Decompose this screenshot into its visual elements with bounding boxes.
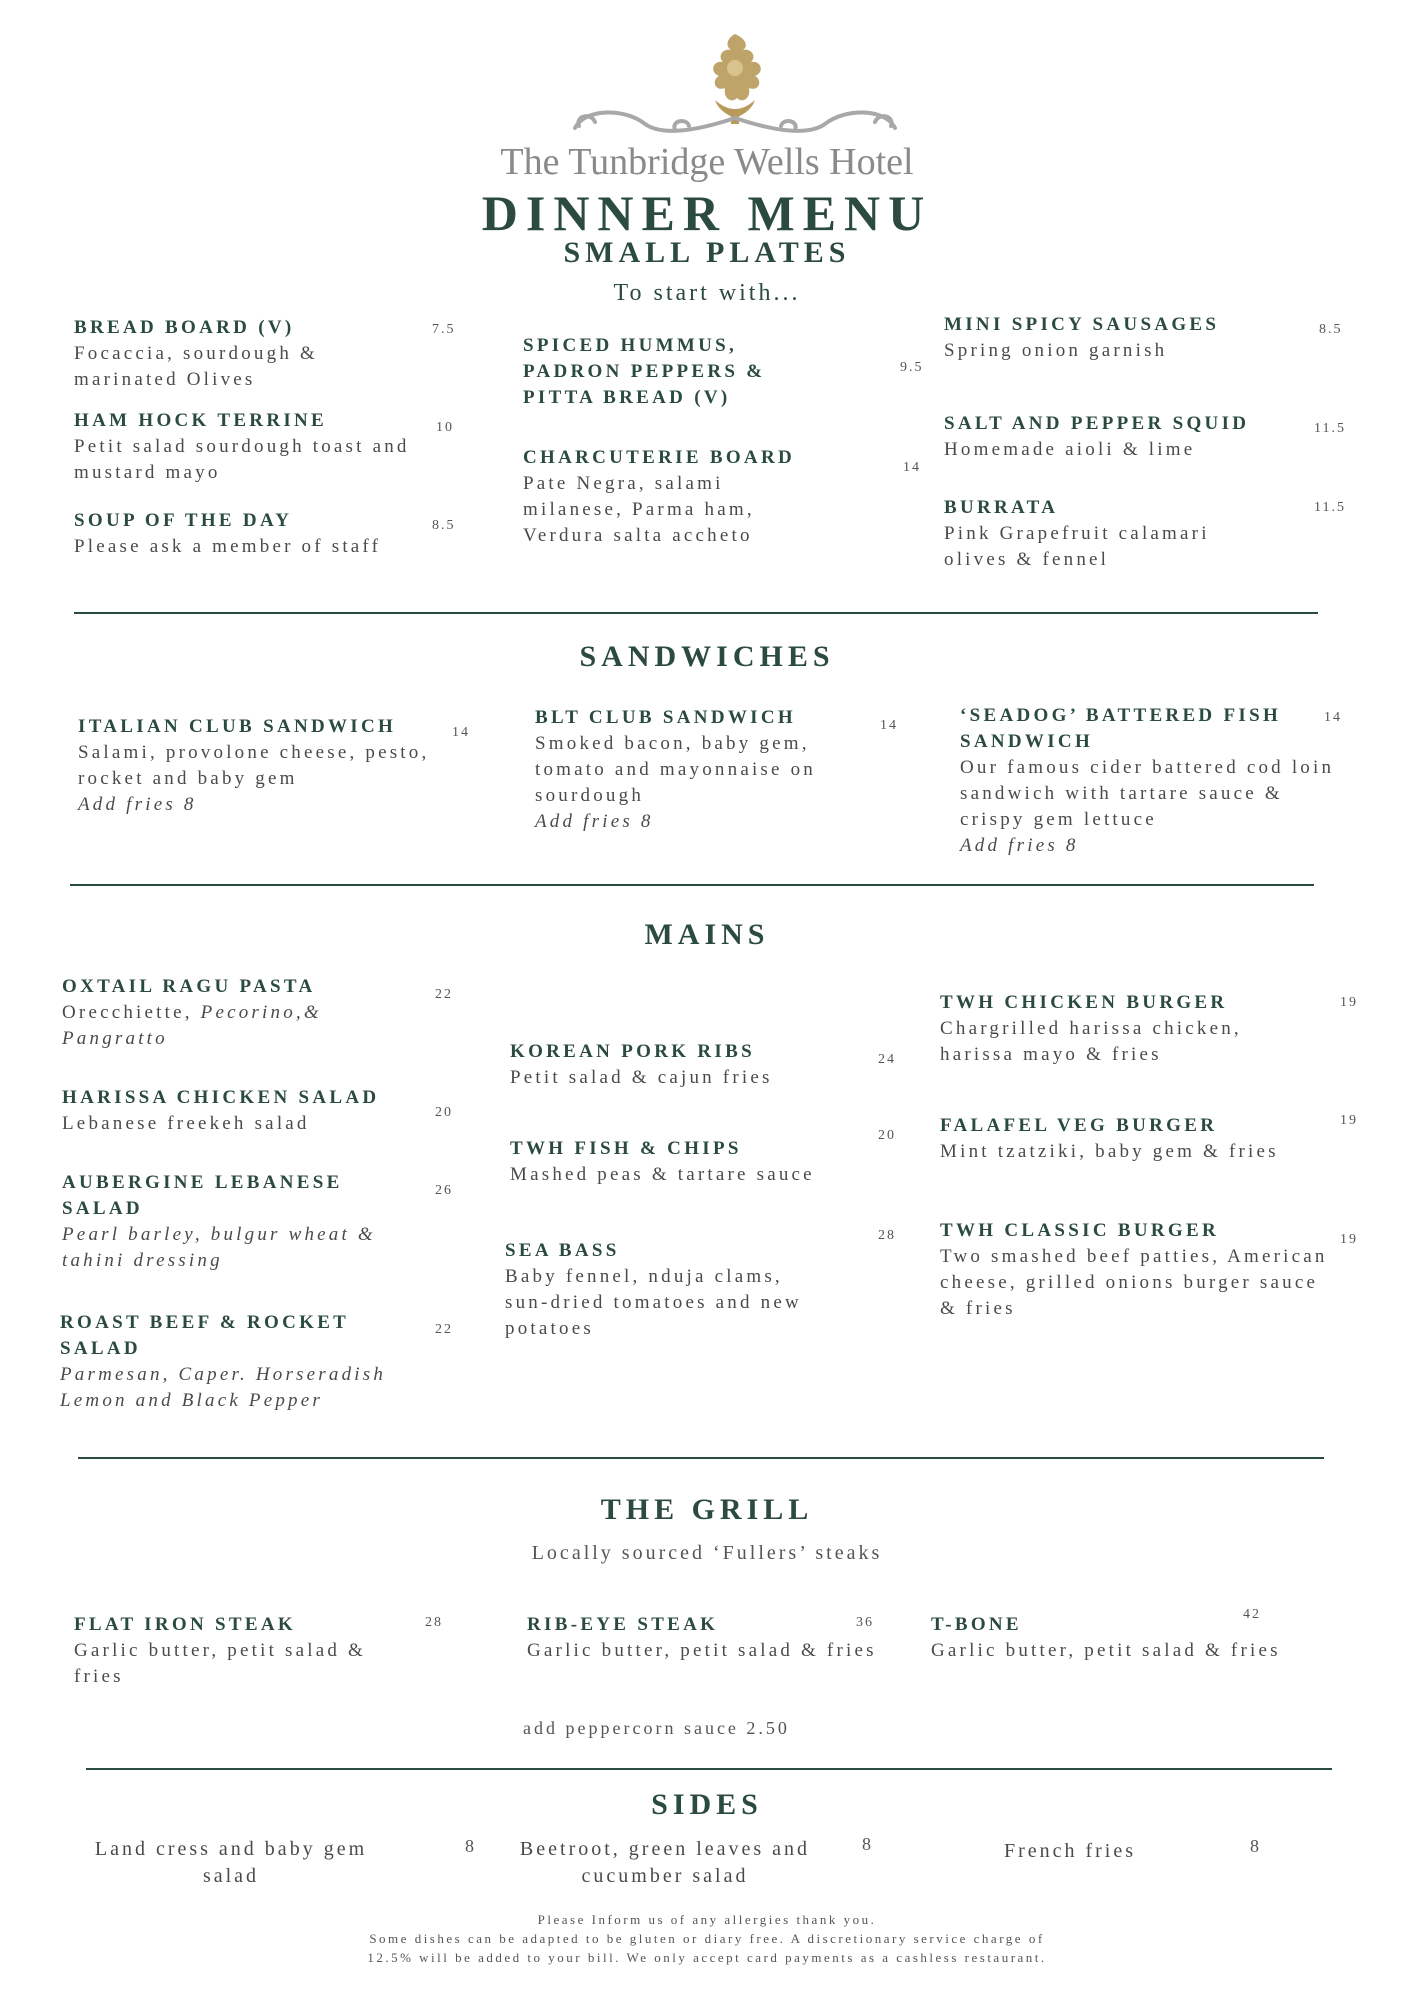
item-price: 14 — [452, 725, 470, 740]
item-name: SEA BASS — [505, 1240, 620, 1261]
grill-note: add peppercorn sauce 2.50 — [523, 1718, 790, 1738]
item-name: FLAT IRON STEAK — [74, 1614, 296, 1635]
section-divider — [70, 884, 1314, 886]
item-price: 11.5 — [1314, 421, 1346, 436]
item-name: ‘SEADOG’ BATTERED FISH SANDWICH — [960, 705, 1282, 752]
item-price: 14 — [903, 460, 921, 475]
item-price: 8.5 — [432, 518, 456, 533]
item-desc: Pearl barley, bulgur wheat & tahini dressing — [62, 1224, 376, 1271]
item-desc: Orecchiette, Pecorino,& Pangratto — [62, 1002, 322, 1049]
item-price: 42 — [1243, 1607, 1261, 1622]
item-price: 22 — [435, 987, 453, 1002]
item-name: TWH FISH & CHIPS — [510, 1138, 742, 1159]
item-desc: Smoked bacon, baby gem, tomato and mayonnaise on sourdough — [535, 733, 817, 806]
item-desc: Salami, provolone cheese, pesto, rocket and baby gem — [78, 742, 430, 789]
item-price: 10 — [436, 420, 454, 435]
item-desc: Mint tzatziki, baby gem & fries — [940, 1141, 1279, 1162]
item-price: 20 — [878, 1128, 896, 1143]
page-title: DINNER MENU — [481, 185, 933, 241]
item-name: MINI SPICY SAUSAGES — [944, 314, 1220, 335]
item-name: HAM HOCK TERRINE — [74, 410, 328, 431]
item-name: CHARCUTERIE BOARD — [523, 447, 795, 468]
item-name: BLT CLUB SANDWICH — [535, 707, 796, 728]
section-divider — [78, 1457, 1324, 1459]
item-price: 9.5 — [900, 360, 924, 375]
item-name: FALAFEL VEG BURGER — [940, 1115, 1218, 1136]
item-name: SALT AND PEPPER SQUID — [944, 413, 1250, 434]
item-price: 36 — [856, 1615, 874, 1630]
side-desc: French fries — [1003, 1840, 1137, 1862]
footer-service-note: 12.5% will be added to your bill. We only accept card payments as a cashless restaurant. — [367, 1950, 1047, 1965]
footer-dietary-note: Some dishes can be adapted to be gluten or diary free. A discretionary service charge of — [369, 1931, 1045, 1946]
section-divider — [86, 1768, 1332, 1770]
section-title-small-plates: SMALL PLATES — [563, 236, 851, 269]
item-price: 19 — [1340, 1232, 1358, 1247]
item-desc-italic: Pecorino,& Pangratto — [62, 1002, 322, 1049]
section-title-sandwiches: SANDWICHES — [579, 640, 835, 673]
side-desc: Beetroot, green leaves and cucumber salad — [519, 1838, 811, 1887]
item-desc: Homemade aioli & lime — [944, 439, 1196, 460]
item-desc: Mashed peas & tartare sauce — [510, 1164, 815, 1185]
item-price: 8 — [465, 1836, 474, 1856]
item-price: 19 — [1340, 1113, 1358, 1128]
item-desc: Petit salad & cajun fries — [510, 1067, 773, 1088]
item-price: 28 — [878, 1228, 896, 1243]
item-price: 26 — [435, 1183, 453, 1198]
item-extra: Add fries 8 — [960, 835, 1079, 856]
item-desc: Garlic butter, petit salad & fries — [527, 1640, 877, 1661]
item-price: 11.5 — [1314, 500, 1346, 515]
item-desc: Chargrilled harissa chicken, harissa mayo & fries — [940, 1018, 1242, 1065]
item-name: HARISSA CHICKEN SALAD — [62, 1087, 380, 1108]
item-extra: Add fries 8 — [535, 811, 654, 832]
item-name: SOUP OF THE DAY — [74, 510, 293, 531]
item-name: BURRATA — [944, 497, 1059, 518]
item-desc: Focaccia, sourdough & marinated Olives — [74, 343, 318, 390]
item-desc: Baby fennel, nduja clams, sun-dried tomatoes and new potatoes — [505, 1266, 802, 1339]
item-desc: Two smashed beef patties, American cheese, grilled onions burger sauce & fries — [940, 1246, 1328, 1319]
item-desc: Pink Grapefruit calamari olives & fennel — [944, 523, 1210, 570]
item-name: KOREAN PORK RIBS — [510, 1041, 755, 1062]
item-extra: Add fries 8 — [78, 794, 197, 815]
item-name: TWH CHICKEN BURGER — [940, 992, 1228, 1013]
item-price: 24 — [878, 1052, 896, 1067]
item-name: AUBERGINE LEBANESE SALAD — [62, 1172, 343, 1219]
section-title-mains: MAINS — [644, 918, 770, 951]
hotel-logo — [555, 28, 915, 146]
item-desc: Pate Negra, salami milanese, Parma ham, Verdura salta accheto — [523, 473, 755, 546]
item-desc: Please ask a member of staff — [74, 536, 382, 557]
item-desc: Lebanese freekeh salad — [62, 1113, 310, 1134]
item-name: ITALIAN CLUB SANDWICH — [78, 716, 397, 737]
item-price: 20 — [435, 1105, 453, 1120]
hotel-name: The Tunbridge Wells Hotel — [500, 141, 914, 183]
item-desc: Petit salad sourdough toast and mustard mayo — [74, 436, 410, 483]
side-desc: Land cress and baby gem salad — [94, 1838, 368, 1887]
item-desc: Spring onion garnish — [944, 340, 1168, 361]
section-subtitle-small-plates: To start with... — [613, 280, 801, 306]
item-price: 28 — [425, 1615, 443, 1630]
item-name: RIB-EYE STEAK — [527, 1614, 719, 1635]
item-price: 19 — [1340, 995, 1358, 1010]
footer-allergy-note: Please Inform us of any allergies thank you. — [537, 1912, 877, 1927]
section-subtitle-grill: Locally sourced ‘Fullers’ steaks — [531, 1542, 883, 1564]
item-name: SPICED HUMMUS, PADRON PEPPERS & PITTA BREAD (V) — [523, 335, 766, 408]
item-desc: Our famous cider battered cod loin sandwich with tartare sauce & crispy gem lettuce — [960, 757, 1335, 830]
item-name: ROAST BEEF & ROCKET SALAD — [60, 1312, 349, 1359]
item-desc: Garlic butter, petit salad & fries — [931, 1640, 1281, 1661]
section-divider — [74, 612, 1318, 614]
item-price: 8 — [862, 1834, 871, 1854]
item-name: OXTAIL RAGU PASTA — [62, 976, 316, 997]
item-price: 8 — [1250, 1836, 1259, 1856]
item-name: BREAD BOARD (V) — [74, 317, 295, 338]
item-name: TWH CLASSIC BURGER — [940, 1220, 1220, 1241]
item-desc: Garlic butter, petit salad & fries — [74, 1640, 366, 1687]
item-price: 14 — [1324, 710, 1342, 725]
item-name: T-BONE — [931, 1614, 1022, 1635]
item-price: 22 — [435, 1322, 453, 1337]
item-price: 14 — [880, 718, 898, 733]
section-title-sides: SIDES — [651, 1788, 763, 1821]
section-title-grill: THE GRILL — [600, 1493, 814, 1526]
item-price: 8.5 — [1319, 322, 1343, 337]
item-desc: Parmesan, Caper. Horseradish Lemon and Black Pepper — [60, 1364, 387, 1411]
item-price: 7.5 — [432, 322, 456, 337]
